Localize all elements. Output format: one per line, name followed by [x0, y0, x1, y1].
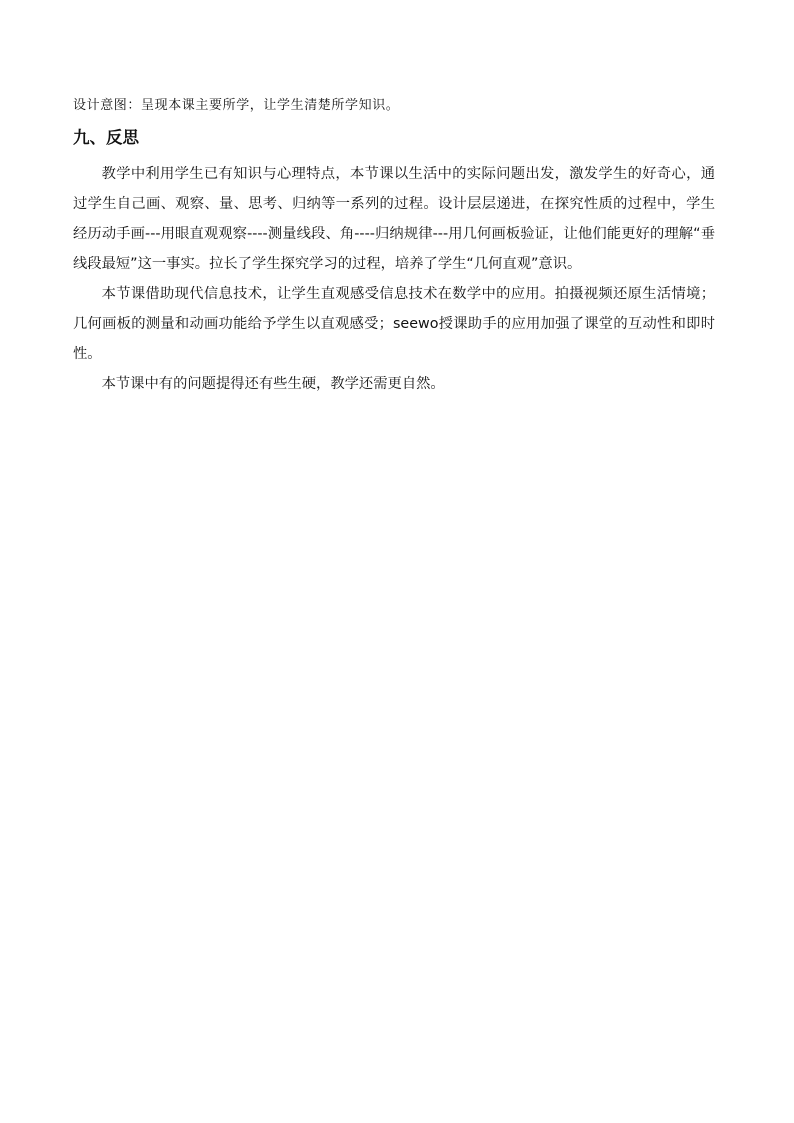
section-body: [73, 159, 715, 399]
section-heading: 九、反思: [73, 128, 139, 147]
paragraph-2: 本节课借助现代信息技术，让学生直观感受信息技术在数学中的应用。拍摄视频还原生活情境；几何画板的测量和动画功能给予学生以直观感受；seewo授课助手的应用加强了课堂的互动性和即时性。: [73, 286, 715, 362]
paragraph-1: 教学中利用学生已有知识与心理特点，本节课以生活中的实际问题出发，激发学生的好奇心，通过学生自己画、观察、量、思考、归纳等一系列的过程。设计层层递进，在探究性质的过程中，学生经历动手画---用眼直观观察----测量线段、角----归纳规律---用几何画板验证，让他们能更好的理解“垂线段最短”这一事实。拉长了学生探究学习的过程，培养了学生“几何直观”意识。: [73, 166, 715, 272]
paragraph-3: 本节课中有的问题提得还有些生硬，教学还需更自然。: [101, 376, 445, 392]
design-intent-text: 设计意图：呈现本课主要所学，让学生清楚所学知识。: [73, 98, 400, 113]
